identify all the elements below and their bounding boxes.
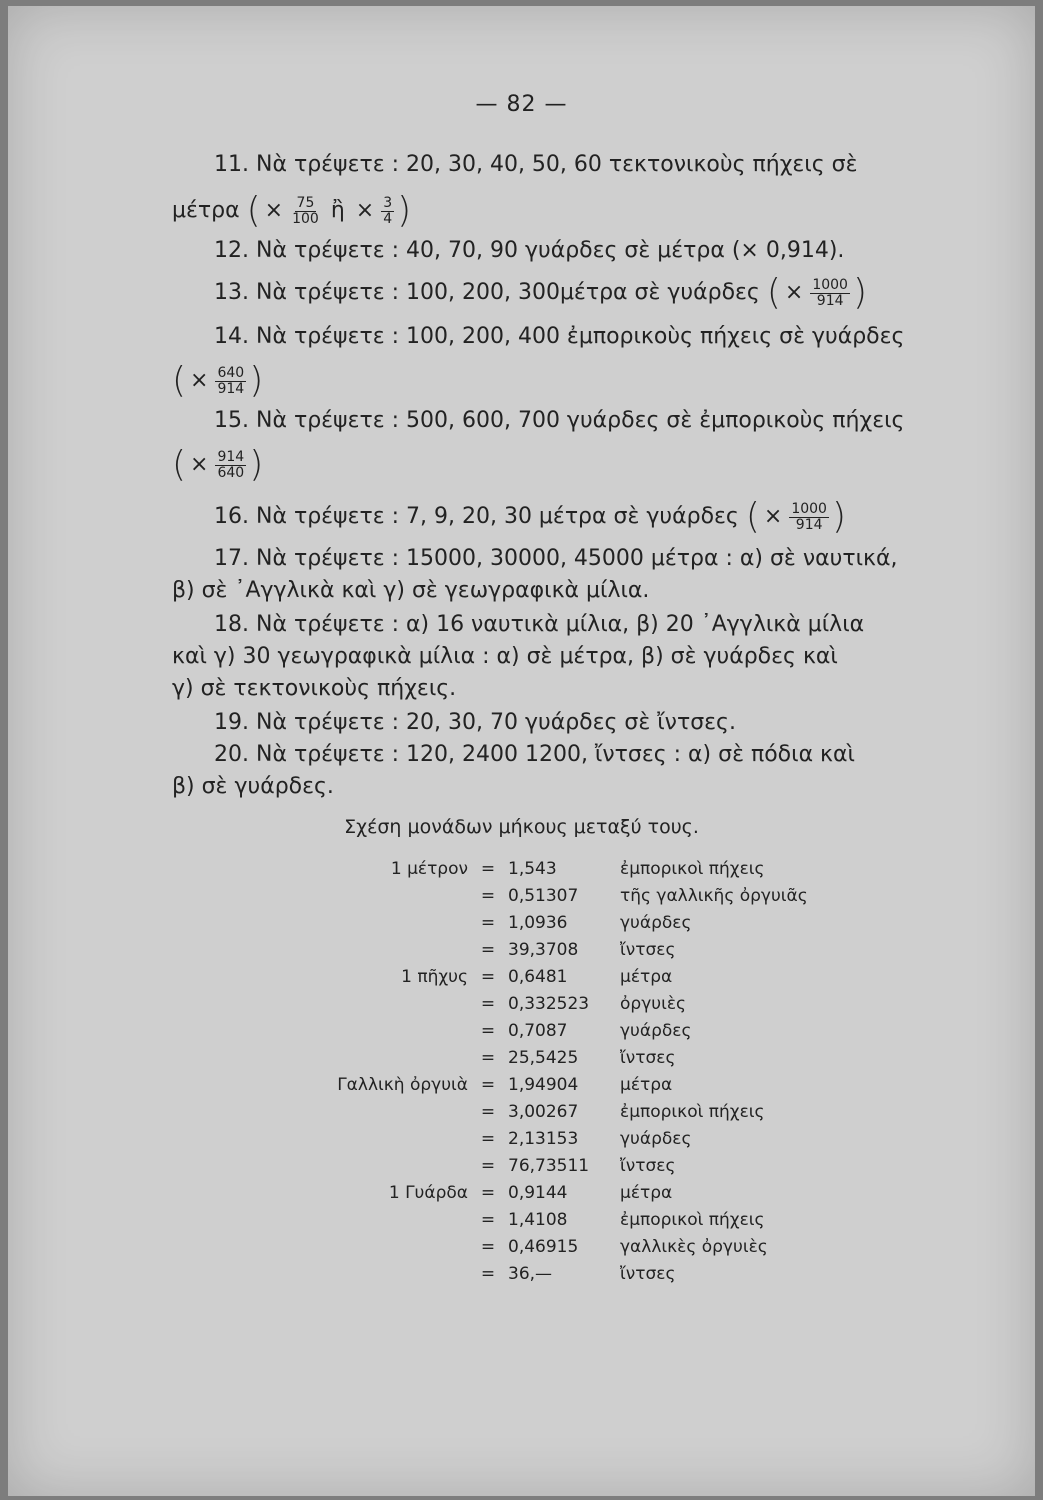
table-unit-name: ἴντσες: [620, 940, 676, 960]
table-unit: [258, 910, 468, 937]
exercise-number: 19.: [214, 710, 249, 735]
table-unit-name: μέτρα: [620, 967, 673, 987]
close-paren: ): [852, 272, 868, 313]
table-unit: [258, 1099, 468, 1126]
table-unit-name: ἐμπορικοὶ πήχεις: [620, 1102, 765, 1122]
fraction-numerator: 1000: [812, 276, 848, 293]
table-unit-name: ἐμπορικοὶ πήχεις: [620, 859, 765, 879]
equals-sign: =: [480, 1264, 496, 1284]
exercise-18: [214, 608, 1014, 642]
equals-sign: =: [480, 1048, 496, 1068]
table-unit: [258, 1234, 468, 1261]
exercise-15-fraction: [172, 444, 1014, 485]
table-unit: Γαλλικὴ ὀργυιὰ: [337, 1075, 468, 1095]
table-unit-name: γυάρδες: [620, 1129, 692, 1149]
table-value: 76,73511: [508, 1156, 590, 1176]
exercise-13: [214, 272, 1014, 313]
fraction: [290, 196, 321, 227]
table-unit: 1 πῆχυς: [401, 967, 468, 987]
table-unit-name: ἴντσες: [620, 1264, 676, 1284]
exercise-text: Νὰ τρέψετε : 15000, 30000, 45000 μέτρα : α) σὲ ναυτικά,: [256, 546, 898, 571]
exercise-text: Νὰ τρέψετε : 100, 200, 300μέτρα σὲ γυάρδες: [256, 280, 760, 305]
exercise-14-fraction: [172, 360, 1014, 401]
table-value: 1,4108: [508, 1210, 568, 1230]
table-unit: [258, 1261, 468, 1288]
table-value: 0,9144: [508, 1183, 568, 1203]
exercise-text: β) σὲ γυάρδες.: [172, 774, 334, 799]
exercise-text: Νὰ τρέψετε : 100, 200, 400 ἐμπορικοὺς πήχεις σὲ γυάρδες: [256, 324, 905, 349]
fraction-numerator: 914: [217, 448, 245, 465]
exercise-number: 20.: [214, 742, 249, 767]
table-value: 0,51307: [508, 886, 579, 906]
exercise-20-continuation: [172, 770, 1014, 804]
exercise-text: Νὰ τρέψετε : 120, 2400 1200, ἴντσες : α) σὲ πόδια καὶ: [256, 742, 855, 767]
table-unit: [258, 1045, 468, 1072]
table-unit-name: ὀργυιὲς: [620, 994, 687, 1014]
table-unit: [258, 1153, 468, 1180]
exercise-text: Νὰ τρέψετε : 20, 30, 40, 50, 60 τεκτονικοὺς πήχεις σὲ: [256, 152, 858, 177]
open-paren: (: [246, 190, 261, 231]
exercise-17: [214, 542, 1014, 576]
open-paren: (: [172, 360, 187, 401]
fraction: [381, 196, 394, 227]
table-value: 36,—: [508, 1264, 553, 1284]
table-unit: [258, 1207, 468, 1234]
exercise-14: [214, 320, 1014, 354]
exercise-text: Νὰ τρέψετε : α) 16 ναυτικὰ μίλια, β) 20 ᾽Αγγλικὰ μίλια: [256, 612, 865, 637]
close-paren: ): [831, 496, 847, 537]
equals-sign: =: [480, 1237, 496, 1257]
exercise-18-continuation-2: [172, 672, 1014, 706]
table-unit: [258, 991, 468, 1018]
exercise-text: Νὰ τρέψετε : 40, 70, 90 γυάρδες σὲ μέτρα (× 0,914).: [256, 238, 845, 263]
fraction-denominator: 914: [816, 292, 844, 309]
equals-sign: =: [480, 1210, 496, 1230]
equals-sign: =: [480, 940, 496, 960]
equals-sign: =: [480, 913, 496, 933]
table-unit-name: μέτρα: [620, 1183, 673, 1203]
exercise-15: [214, 404, 1014, 438]
fraction-numerator: 75: [296, 194, 315, 211]
equals-sign: =: [480, 886, 496, 906]
exercise-text: καὶ γ) 30 γεωγραφικὰ μίλια : α) σὲ μέτρα, β) σὲ γυάρδες καὶ: [172, 644, 838, 669]
times-sign: ×: [264, 198, 284, 223]
equals-sign: =: [480, 1183, 496, 1203]
exercise-12: [214, 234, 1014, 268]
fraction-denominator: 914: [795, 516, 823, 533]
exercise-text: γ) σὲ τεκτονικοὺς πήχεις.: [172, 676, 457, 701]
exercise-19: [214, 706, 1014, 740]
exercise-16: [214, 496, 1014, 537]
exercise-number: 16.: [214, 504, 249, 529]
fraction-numerator: 640: [217, 364, 245, 381]
fraction-numerator: 1000: [791, 500, 827, 517]
table-unit-name: γαλλικὲς ὀργυιὲς: [620, 1237, 768, 1257]
fraction-denominator: 914: [217, 380, 245, 397]
page-number: — 82 —: [475, 92, 568, 117]
exercise-text: Νὰ τρέψετε : 500, 600, 700 γυάρδες σὲ ἐμπορικοὺς πήχεις: [256, 408, 905, 433]
exercise-number: 14.: [214, 324, 249, 349]
exercise-text: μέτρα: [172, 198, 240, 223]
fraction: [215, 366, 246, 397]
table-value: 0,332523: [508, 994, 590, 1014]
table-value: 2,13153: [508, 1129, 579, 1149]
table-unit-name: ἴντσες: [620, 1048, 676, 1068]
fraction-denominator: 4: [383, 210, 393, 227]
close-paren: ): [249, 444, 264, 485]
exercise-number: 12.: [214, 238, 249, 263]
table-value: 25,5425: [508, 1048, 579, 1068]
table-title: Σχέση μονάδων μήκους μεταξύ τους.: [344, 816, 699, 838]
exercise-number: 18.: [214, 612, 249, 637]
table-unit: [258, 883, 468, 910]
table-unit: 1 μέτρον: [390, 859, 468, 879]
times-sign: ×: [355, 198, 375, 223]
table-unit-name: ἐμπορικοὶ πήχεις: [620, 1210, 765, 1230]
equals-sign: =: [480, 859, 496, 879]
table-value: 1,543: [508, 859, 557, 879]
equals-sign: =: [480, 1021, 496, 1041]
table-unit-name: ἴντσες: [620, 1156, 676, 1176]
equals-sign: =: [480, 1075, 496, 1095]
close-paren: ): [397, 190, 412, 231]
fraction: [215, 450, 246, 481]
table-value: 0,7087: [508, 1021, 568, 1041]
equals-sign: =: [480, 1129, 496, 1149]
times-sign: ×: [784, 280, 804, 305]
fraction-numerator: 3: [383, 194, 393, 211]
fraction: [789, 502, 829, 533]
exercise-number: 15.: [214, 408, 249, 433]
times-sign: ×: [763, 504, 783, 529]
exercise-text: Νὰ τρέψετε : 20, 30, 70 γυάρδες σὲ ἴντσες.: [256, 710, 736, 735]
exercise-18-continuation-1: [172, 640, 1014, 674]
table-unit-name: τῆς γαλλικῆς ὀργυιᾶς: [620, 886, 808, 906]
table-value: 1,94904: [508, 1075, 579, 1095]
book-page: [8, 6, 1035, 1496]
exercise-11: [214, 148, 1014, 182]
table-value: 39,3708: [508, 940, 579, 960]
fraction-denominator: 100: [292, 210, 319, 227]
open-paren: (: [766, 272, 781, 313]
equals-sign: =: [480, 994, 496, 1014]
table-unit-name: μέτρα: [620, 1075, 673, 1095]
exercise-number: 11.: [214, 152, 249, 177]
table-unit: [258, 1126, 468, 1153]
equals-sign: =: [480, 1102, 496, 1122]
exercise-20: [214, 738, 1014, 772]
open-paren: (: [745, 496, 760, 537]
table-value: 0,46915: [508, 1237, 579, 1257]
exercise-11-continuation: [172, 190, 1014, 231]
table-unit-name: γυάρδες: [620, 1021, 692, 1041]
table-unit: 1 Γυάρδα: [388, 1183, 468, 1203]
exercise-text: Νὰ τρέψετε : 7, 9, 20, 30 μέτρα σὲ γυάρδες: [256, 504, 739, 529]
exercise-17-continuation: [172, 574, 1014, 608]
fraction-denominator: 640: [217, 464, 245, 481]
close-paren: ): [249, 360, 264, 401]
table-value: 3,00267: [508, 1102, 579, 1122]
exercise-text: β) σὲ ᾽Αγγλικὰ καὶ γ) σὲ γεωγραφικὰ μίλια.: [172, 578, 650, 603]
table-value: 1,0936: [508, 913, 568, 933]
times-sign: ×: [190, 452, 209, 477]
table-unit: [258, 1018, 468, 1045]
table-unit: [258, 937, 468, 964]
equals-sign: =: [480, 967, 496, 987]
table-unit-name: γυάρδες: [620, 913, 692, 933]
times-sign: ×: [190, 368, 209, 393]
exercise-number: 13.: [214, 280, 249, 305]
equals-sign: =: [480, 1156, 496, 1176]
table-value: 0,6481: [508, 967, 568, 987]
open-paren: (: [172, 444, 187, 485]
or-word: ἢ: [330, 198, 345, 223]
fraction: [810, 278, 850, 309]
exercise-number: 17.: [214, 546, 249, 571]
